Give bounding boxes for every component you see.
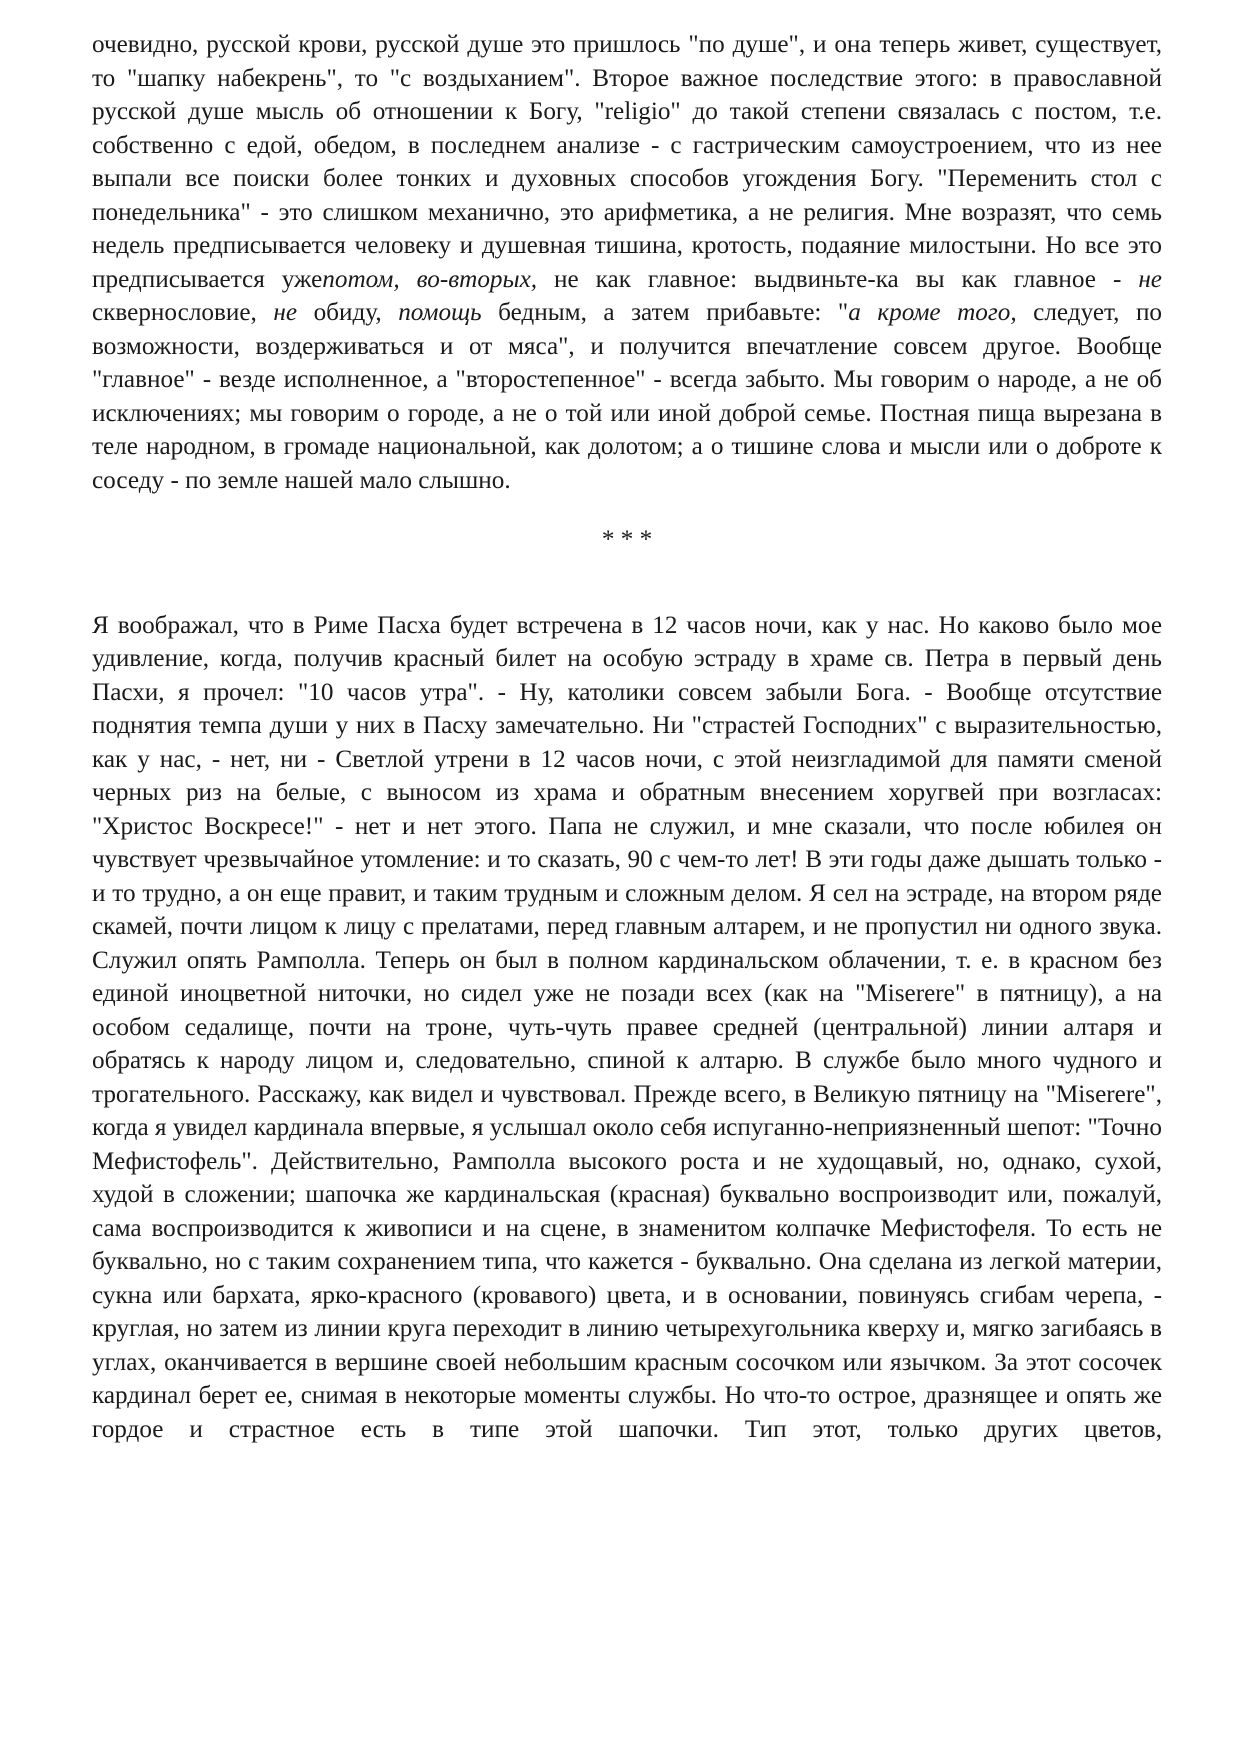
paragraph-text: сквернословие, [92,299,274,326]
section-separator: * * * [601,526,653,553]
italic-emphasis: а кроме того, [848,299,1017,326]
italic-emphasis: помощь [398,299,482,326]
paragraph-text: следует, по возможности, воздерживаться и от мяса", и получится впечатление совсем другое. Вообще "главное" - везде исполненное, а "второстепенное" - всегда забыто. Мы говорим о народе, а не об исключениях; мы говорим о городе, а не о той или иной доброй семье. Постная пища вырезана в теле народном, в громаде национальной, как долотом; а о тишине слова и мысли или о доброте к соседу - по земле нашей мало слышно. [92,299,1163,494]
document-page [92,28,1162,1446]
italic-emphasis: не [1138,265,1162,293]
italic-emphasis: потом, во-вторых, [322,265,538,293]
paragraph-text: обиду, [297,299,399,326]
paragraph-text: бедным, а затем прибавьте: " [481,299,849,326]
paragraph-lent-reflection [92,28,1162,497]
paragraph-text: не как главное: выдвиньте-ка вы как главное - [537,265,1139,293]
paragraph-text: очевидно, русской крови, русской душе это пришлось "по душе", и она теперь живет, существует, то "шапку набекрень", то "с воздыханием". Второе важное последствие этого: в православной русской душе мысль об отношении к Богу, "religio" до такой степени связалась с постом, т.е. собственно с едой, обедом, в последнем анализе - с гастрическим самоустроением, что из нее выпали все поиски более тонких и духовных способов угождения Богу. "Переменить стол с понедельника" - это слишком механично, это арифметика, а не религия. Мне возразят, что семь недель предписывается человеку и душевная тишина, кротость, подаяние милостыни. Но все это предписывается уже [92,31,1162,293]
italic-emphasis: не [273,299,298,326]
paragraph-easter-rome: Я воображал, что в Риме Пасха будет встречена в 12 часов ночи, как у нас. Но каково было мое удивление, когда, получив красный билет на особую эстраду в храме св. Петра в первый день Пасхи, я прочел: "10 часов утра". - Ну, католики совсем забыли Бога. - Вообще отсутствие поднятия темпа души у них в Пасху замечательно. Ни "страстей Господних" с выразительностью, как у нас, - нет, ни - Светлой утрени в 12 часов ночи, с этой неизгладимой для памяти сменой черных риз на белые, с выносом из храма и обратным внесением хоругвей при возгласах: "Христос Воскресе!" - нет и нет этого. Папа не служил, и мне сказали, что после юбилея он чувствует чрезвычайное утомление: и то сказать, 90 с чем-то лет! В эти годы даже дышать только - и то трудно, а он еще правит, и таким трудным и сложным делом. Я сел на эстраде, на втором ряде скамей, почти лицом к лицу с прелатами, перед главным алтарем, и не пропустил ни одного звука. Служил опять Рамполла. Теперь он был в полном кардинальском облачении, т. е. в красном без единой иноцветной ниточки, но сидел уже не позади всех (как на "Miserere" в пятницу), а на особом седалище, почти на троне, чуть-чуть правее средней (центральной) линии алтаря и обратясь к народу лицом и, следовательно, спиной к алтарю. В службе было много чудного и трогательного. Расскажу, как видел и чувствовал. Прежде всего, в Великую пятницу на "Miserere", когда я увидел кардинала впервые, я услышал около себя испуганно-неприязненный шепот: "Точно Мефистофель". Действительно, Рамполла высокого роста и не худощавый, но, однако, сухой, худой в сложении; шапочка же кардинальская (красная) буквально воспроизводит или, пожалуй, сама воспроизводится к живописи и на сцене, в знаменитом колпачке Мефистофеля. То есть не буквально, но с таким сохранением типа, что кажется - буквально. Она сделана из легкой материи, сукна или бархата, ярко-красного (кровавого) цвета, и в основании, повинуясь сгибам черепа, - круглая, но затем из линии круга переходит в линию четырехугольника кверху и, мягко загибаясь в углах, оканчивается в вершине своей небольшим красным сосочком или язычком. За этот сосочек кардинал берет ее, снимая в некоторые моменты службы. Но что-то острое, дразнящее и опять же гордое и страстное есть в типе этой шапочки. Тип этот, только других цветов, [92,611,1163,1443]
